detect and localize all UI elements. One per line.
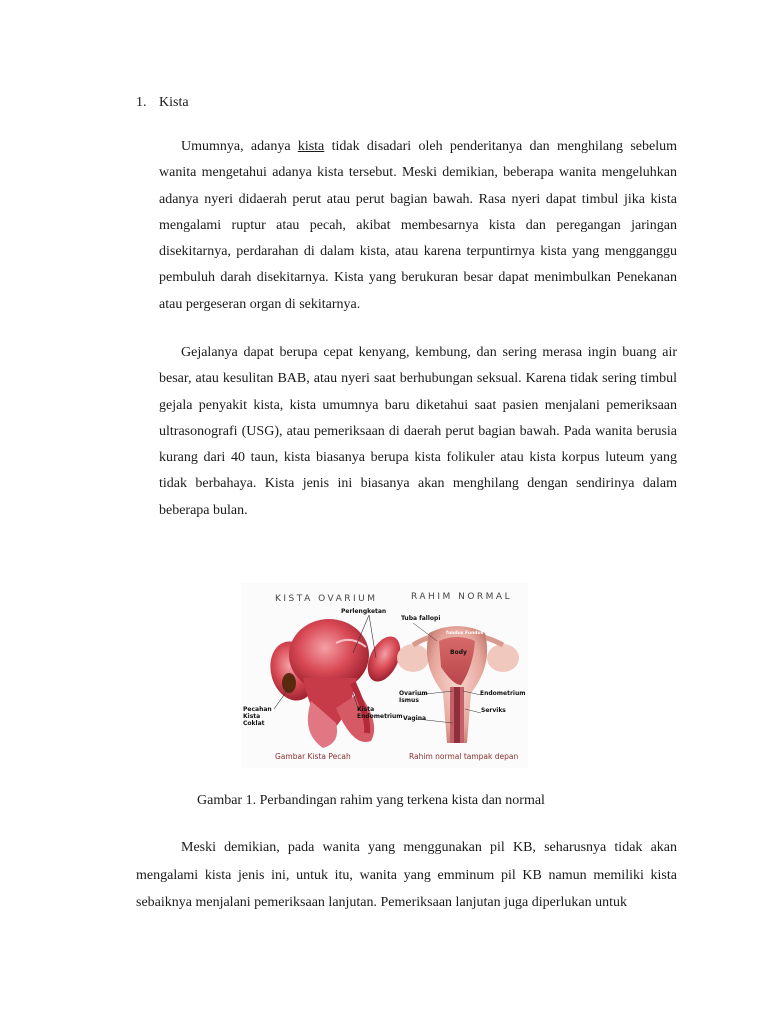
figure-right-subcaption: Rahim normal tampak depan [409,752,519,761]
paragraph-1-text-end: tidak disadari oleh penderitanya dan menghilang sebelum wanita mengetahui adanya kista tersebut. Meski demikian, beberapa wanita mengeluhkan adanya nyeri didaerah perut atau perut bagian bawah. Rasa nyeri dapat timbul jika kista mengalami ruptur atau pecah, akibat membesarnya kista dan peregangan jaringan disekitarnya, perdarahan di dalam kista, atau karena terpuntirnya kista yang mengganggu pembuluh darah disekitarnya. Kista yang berukuran besar dapat menimbulkan Penekanan atau pergeseran organ di sekitarnya. [159,139,677,312]
normal-uterus-drawing [397,623,519,743]
label-ovarium-ismus: Ovarium Ismus [399,690,428,704]
label-endometrium: Endometrium [480,690,526,697]
label-serviks: Serviks [481,707,506,714]
paragraph-2: Gejalanya dapat berupa cepat kenyang, kembung, dan sering merasa ingin buang air besar, atau kesulitan BAB, atau nyeri saat berhubungan seksual. Karena tidak sering timbul gejala penyakit kista, kista umumnya baru diketahui saat pasien menjalani pemeriksaan ultrasonografi (USG), atau pemeriksaan di daerah perut bagian bawah. Pada wanita berusia kurang dari 40 taun, kista biasanya berupa kista folikuler atau kista korpus luteum yang tidak berbahaya. Kista jenis ini biasanya akan menghilang dengan sendirinya dalam beberapa bulan. [159,345,677,518]
uterus-comparison-figure [241,583,528,768]
cyst-uterus-drawing [264,615,407,748]
label-vagina: Vagina [403,715,427,722]
figure-caption: Gambar 1. Perbandingan rahim yang terkena kista dan normal [197,793,545,808]
label-body: Body [450,649,467,656]
kista-link[interactable]: kista [297,139,325,154]
section-title: Kista [159,95,189,110]
section-number: 1. [136,95,147,110]
label-kista-endometrium: Kista Endometrium [357,706,403,720]
paragraph-1 [159,134,677,318]
paragraph-1-text-start: Umumnya, adanya [181,139,298,154]
figure-right-title: RAHIM NORMAL [411,592,513,602]
section-heading [136,93,189,113]
label-perlengketan: Perlengketan [341,608,387,615]
label-fundus: fundus Fundus [446,631,484,636]
figure-left-subcaption: Gambar Kista Pecah [275,752,351,761]
figure-left-title: KISTA OVARIUM [275,594,378,604]
label-pecahan-kista: Pecahan Kista Coklat [243,706,272,727]
label-tuba-fallopi: Tuba fallopi [401,615,441,622]
paragraph-3: Meski demikian, pada wanita yang menggunakan pil KB, seharusnya tidak akan mengalami kista jenis ini, untuk itu, wanita yang emminum pil KB namun memiliki kista sebaiknya menjalani pemeriksaan lanjutan. Pemeriksaan lanjutan juga diperlukan untuk [136,840,677,910]
